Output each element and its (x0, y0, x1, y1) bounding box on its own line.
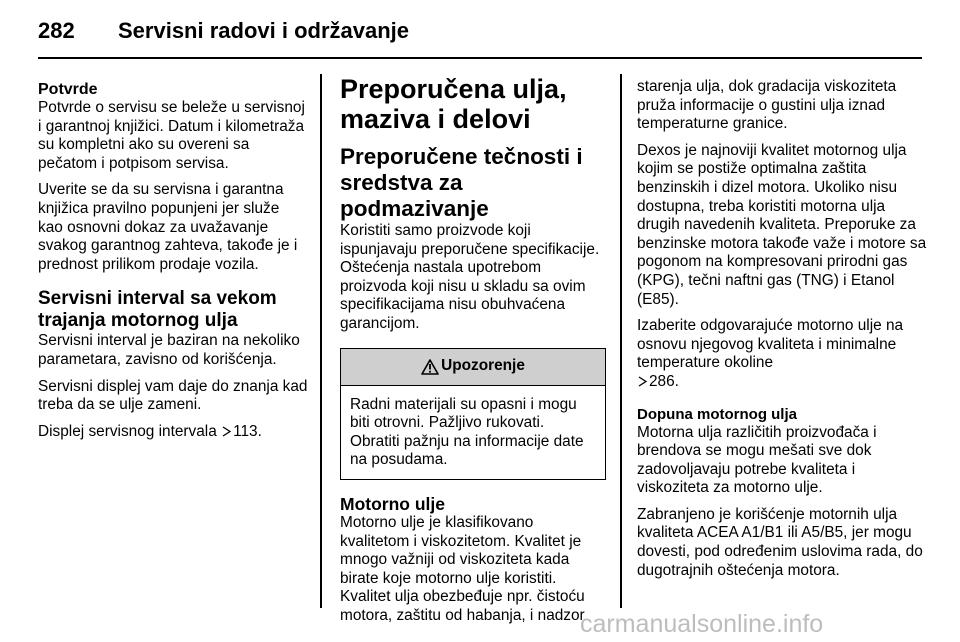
motorno-ulje-paragraph: Motorno ulje je klasifikovano kvalitetom i viskozitetom. Kvalitet je mnogo važniji od viskoziteta kada birate koje motorno ulje koristiti. Kvalitet ulja obezbeđuje npr. čistoću motora, zaštitu od habanja, i nadzor (340, 513, 585, 624)
main-section-heading: Preporučena ulja, maziva i delovi (340, 74, 567, 134)
column-divider-2 (620, 74, 622, 608)
page-header (38, 18, 409, 48)
fluids-heading: Preporučene tečnosti i sredstva za podmazivanje (340, 144, 583, 221)
warning-triangle-icon (421, 359, 439, 375)
warning-header (341, 349, 605, 386)
column-divider-1 (320, 74, 322, 608)
dopuna-paragraph-1: Motorna ulja različitih proizvođača i brendova se mogu mešati sve dok zadovoljavaju potrebe kvaliteta i viskoziteta za motorno ulje. (637, 423, 877, 497)
izaberite-paragraph (637, 317, 927, 391)
dexos-paragraph: Dexos je najnoviji kvalitet motornog ulja kojim se postiže optimalna zaštita benzinskih i dizel motora. Ukoliko nisu dostupna, treba koristiti motorna ulja drugih navedenih kvaliteta. Preporuke za benzinske motora takođe važe i motore sa pogonom na kompresovani prirodni gas (KPG), tečni naftni gas (TNG) i Etanol (E85). (637, 141, 927, 308)
potvrde-paragraph-1: Potvrde o servisu se beleže u servisnoj i garantnoj knjižici. Datum i kilometraža su kompletni ako su overeni sa pečatom i potpisom servisa. (38, 99, 305, 172)
warning-box (340, 348, 606, 480)
fluids-intro: Koristiti samo proizvode koji ispunjavaju preporučene specifikacije. Oštećenja nastala upotrebom proizvoda koji nisu u skladu sa ovim specifikacijama nisu obuhvaćena garancijom. (340, 222, 600, 332)
column-3 (637, 78, 927, 588)
interval-paragraph-3 (38, 423, 308, 442)
dopuna-paragraph-2: Zabranjeno je korišćenje motornih ulja kvaliteta ACEA A1/B1 ili A5/B5, jer mogu dovesti, pod određenim uslovima rada, do dugotrajnih oštećenja motora. (637, 505, 923, 579)
page-reference-icon (638, 376, 647, 387)
izaberite-text: Izaberite odgovarajuće motorno ulje na osnovu njegovog kvaliteta i minimalne temperature okoline (637, 317, 904, 372)
page-reference-icon (222, 426, 231, 437)
potvrde-heading: Potvrde (38, 81, 98, 98)
page-number: 282 (38, 18, 75, 43)
continued-paragraph: starenja ulja, dok gradacija viskoziteta pruža informacije o gustini ulja iznad temperaturne granice. (637, 78, 897, 133)
interval-heading: Servisni interval sa vekom trajanja motornog ulja (38, 288, 277, 332)
page-title: Servisni radovi i održavanje (118, 18, 410, 43)
column-2 (340, 74, 606, 626)
interval-paragraph-1: Servisni interval je baziran na nekoliko parametara, zavisno od korišćenja. (38, 332, 300, 368)
interval-ref-page[interactable]: 113. (233, 422, 262, 440)
watermark-text: carmanualsonline.info (580, 610, 824, 638)
interval-ref-text: Displej servisnog intervala (38, 422, 217, 440)
warning-text: Radni materijali su opasni i mogu biti otrovni. Pažljivo rukovati. Obratiti pažnju na informacije date na posudama. (350, 395, 584, 469)
column-1 (38, 80, 308, 449)
izaberite-ref-page[interactable]: 286. (649, 372, 679, 390)
interval-paragraph-2: Servisni displej vam daje do znanja kad treba da se ulje zameni. (38, 377, 308, 414)
motorno-ulje-heading: Motorno ulje (340, 493, 445, 514)
warning-title: Upozorenje (441, 357, 525, 375)
dopuna-heading: Dopuna motornog ulja (637, 405, 797, 423)
header-divider (38, 57, 922, 59)
potvrde-paragraph-2: Uverite se da su servisna i garantna knjižica pravilno popunjeni jer služe kao osnovni dokaz za uvažavanje svakog garantnog zahteva, takođe je i prednost prilikom prodaje vozila. (38, 181, 298, 273)
